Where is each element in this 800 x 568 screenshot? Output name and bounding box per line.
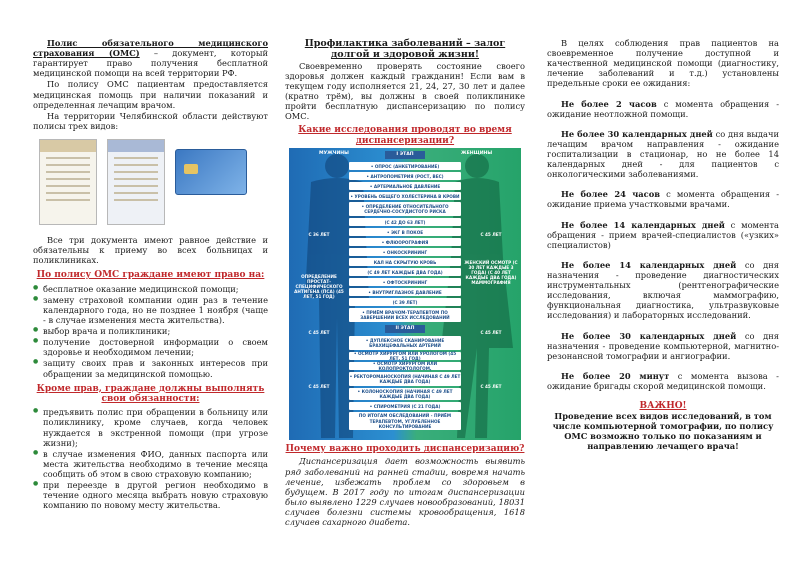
temporary-policy-image (107, 139, 165, 225)
poster-item: • АРТЕРИАЛЬНОЕ ДАВЛЕНИЕ (349, 182, 461, 190)
important-heading: ВАЖНО! (639, 401, 687, 412)
paper-policy-image (39, 139, 97, 225)
waiting-item (547, 371, 779, 391)
poster-item: ПО ИТОГАМ ОБСЛЕДОВАНИЙ - ПРИЁМ ТЕРАПЕВТОМ, УГЛУБЛЕННОЕ КОНСУЛЬТИРОВАНИЕ (349, 412, 461, 430)
waiting-item-text: с момента обращения - прием врачей-специалистов («узких» специалистов) (547, 219, 779, 250)
waiting-item-limit: Не более 24 часов (561, 189, 661, 200)
waiting-item (547, 260, 779, 321)
poster-item: • ФЛЮОРОГРАФИЯ (349, 238, 461, 246)
poster-side-label: С 36 ЛЕТ (308, 232, 330, 238)
poster-side-label: С 45 ЛЕТ (480, 232, 502, 238)
waiting-item-limit: Не более 14 календарных дней (561, 259, 737, 270)
women-label: ЖЕНЩИНЫ (461, 151, 493, 157)
oms-intro-text: – документ, который гарантирует право получения бесплатной медицинской помощи на всей территории РФ. (33, 48, 268, 79)
list-item: ● выбор врача и поликлиники; (33, 326, 268, 336)
poster-item: • ОПРОС (АНКЕТИРОВАНИЕ) (349, 162, 461, 170)
waiting-intro: В целях соблюдения прав пациентов на своевременное получение доступной и качественной медицинской помощи (диагностику, лечение заболеваний и т.д.) установлены предельные сроки ее ожидания: (547, 38, 779, 89)
poster-item: • АНТРОПОМЕТРИЯ (РОСТ, ВЕС) (349, 172, 461, 180)
duties-heading: Кроме прав, граждане должны выполнять свои обязанности: (36, 383, 265, 404)
rights-heading: По полису ОМС граждане имеют право на: (36, 270, 265, 281)
waiting-item-text: со дня назначения - проведение компьютерной, магнитно-резонансной томографии и ангиографии. (547, 330, 779, 361)
poster-title: Какие исследования проводят во время диспансеризации? (298, 125, 512, 146)
poster-item: • ОСМОТР ХИРУРГОМ ИЛИ УРОЛОГОМ (45 ЛЕТ, 51 ГОД) (349, 352, 461, 360)
oms-title: Полис обязательного медицинского страхования (ОМС) (33, 38, 268, 59)
waiting-item (547, 220, 779, 250)
dispensary-poster (289, 148, 521, 440)
poster-item: (С 39 ЛЕТ) (349, 298, 461, 306)
column-oms-policy (33, 38, 268, 511)
poster-item: • ПРИЁМ ВРАЧОМ-ТЕРАПЕВТОМ ПО ЗАВЕРШЕНИИ ВСЕХ ИССЛЕДОВАНИЙ (349, 308, 461, 322)
waiting-item-text: с момента вызова - ожидание бригады скорой медицинской помощи. (547, 370, 779, 391)
waiting-item-limit: Не более 30 календарных дней (561, 330, 737, 341)
waiting-item (547, 99, 779, 119)
poster-item: (С 49 ЛЕТ КАЖДЫЕ ДВА ГОДА) (349, 268, 461, 276)
column-prevention (285, 38, 525, 528)
oms-intro (33, 38, 268, 78)
poster-item: • ОСМОТР ХИРУРГОМ ИЛИ КОЛОПРОКТОЛОГОМ, (349, 362, 461, 370)
waiting-item-text: со дня назначения - проведение диагностических инструментальных (рентгенографические исследования, включая маммографию, функциональная диагностика, ультразвуковые исследования) и лабораторных исследований. (547, 259, 779, 321)
poster-side-label: С 45 ЛЕТ (480, 384, 502, 390)
oms-paragraph-4: Все три документа имеют равное действие и обязательны к приему во всех больницах и поликлиниках. (33, 234, 268, 266)
rights-list (33, 284, 268, 379)
poster-item: • ВНУТРИГЛАЗНОЕ ДАВЛЕНИЕ (349, 288, 461, 296)
poster-side-label: ОПРЕДЕЛЕНИЕ ПРОСТАТ-СПЕЦИФИЧЕСКОГО АНТИГЕНА (ПСА) (45 ЛЕТ, 51 ГОД) (294, 274, 344, 300)
waiting-item-text: с момента обращения - ожидание неотложной помощи. (547, 98, 779, 119)
poster-side-label: С 45 ЛЕТ (480, 330, 502, 336)
waiting-item-limit: Не более 30 календарных дней (561, 128, 713, 139)
men-label: МУЖЧИНЫ (319, 151, 349, 157)
plastic-card-policy-image (175, 149, 247, 195)
waiting-item-text: с момента обращения - ожидание приема участковыми врачами. (547, 189, 780, 210)
important-note: Проведение всех видов исследований, в том числе компьютерной томографии, по полису ОМС возможно только по показаниям и направлению лечащего врача! (552, 411, 774, 451)
list-item: ● при переезде в другой регион необходимо в течение одного месяца выбрать новую страховую компанию по новому месту жительства. (33, 480, 268, 510)
waiting-item-limit: Не более 2 часов (561, 98, 657, 109)
poster-item: • ЭКГ В ПОКОЕ (349, 228, 461, 236)
list-item: ● защиту своих прав и законных интересов при обращении за медицинской помощью. (33, 358, 268, 378)
why-text: Диспансеризация дает возможность выявить ряд заболеваний на ранней стадии, вовремя начать лечение, избежать проблем со здоровьем в будущем. В 2017 году по итогам диспансеризации было выявлено 1229 случаев новообразований, 18031 случаев болезни системы кровообращения, 1618 случаев сахарного диабета. (285, 456, 525, 528)
list-item: ● в случае изменения ФИО, данных паспорта или места жительства необходимо в течение месяца сообщить об этом в свою страховую компанию; (33, 449, 268, 479)
column-waiting-times (547, 38, 779, 452)
poster-item: КАЛ НА СКРЫТУЮ КРОВЬ (349, 258, 461, 266)
waiting-item-limit: Не более 14 календарных дней (561, 219, 725, 230)
poster-item: • КОЛОНОСКОПИЯ (НАЧИНАЯ С 49 ЛЕТ КАЖДЫЕ ДВА ГОДА) (349, 388, 461, 400)
poster-item: • УРОВЕНЬ ОБЩЕГО ХОЛЕСТЕРИНА В КРОВИ (350, 193, 460, 199)
waiting-item-text: со дня выдачи лечащим врачом направления - ожидание госпитализации в стационар, но не более 14 календарных дней - для пациентов с онкологическими заболеваниями. (547, 128, 779, 180)
poster-side-label: С 45 ЛЕТ (308, 330, 330, 336)
stage-1-label: I ЭТАП (385, 151, 425, 159)
waiting-item (547, 331, 779, 361)
poster-item: • СПИРОМЕТРИЯ (С 21 ГОДА) (349, 402, 461, 410)
poster-item: • ДУПЛЕКСНОЕ СКАНИРОВАНИЕ БРАХИЦЕФАЛЬНЫХ АРТЕРИЙ (349, 336, 461, 350)
prevention-title: Профилактика заболеваний – залог долгой и здоровой жизни! (304, 38, 506, 61)
poster-item: • ОНКОСКРИНИНГ (349, 248, 461, 256)
policy-types-images (39, 139, 268, 227)
why-heading: Почему важно проходить диспансеризацию? (285, 444, 525, 455)
poster-side-label: ЖЕНСКИЙ ОСМОТР (С 30 ЛЕТ КАЖДЫЕ 3 ГОДА) (С 40 ЛЕТ КАЖДЫЕ ДВА ГОДА) МАММОГРАФИЯ (464, 260, 518, 286)
poster-side-label: С 45 ЛЕТ (308, 384, 330, 390)
prevention-intro: Своевременно проверять состояние своего здоровья должен каждый гражданин! Если вам в текущем году исполняется 21, 24, 27, 30 лет и далее (кратно трём), вы должны в своей поликлинике пройти бесплатную диспансеризацию по полису ОМС. (285, 60, 525, 122)
list-item: ● получение достоверной информации о своем здоровье и необходимом лечении; (33, 337, 268, 357)
duties-list (33, 407, 268, 510)
oms-paragraph-3: На территории Челябинской области действуют полисы трех видов: (33, 110, 268, 131)
waiting-item-limit: Не более 20 минут (561, 370, 670, 381)
list-item: ● замену страховой компании один раз в течение календарного года, но не позднее 1 ноября (чаще - в случае изменения места жительства). (33, 295, 268, 325)
oms-paragraph-2: По полису ОМС пациентам предоставляется медицинская помощь при наличии показаний и определенная лечащим врачом. (33, 79, 268, 110)
stage-2-label: II ЭТАП (385, 325, 425, 333)
waiting-item (547, 189, 779, 209)
poster-item: (С 42 ДО 63 ЛЕТ) (349, 218, 461, 226)
poster-item: • ОПРЕДЕЛЕНИЕ ОТНОСИТЕЛЬНОГО СЕРДЕЧНО-СОСУДИСТОГО РИСКА (349, 202, 461, 216)
list-item: ● предъявить полис при обращении в больницу или поликлинику, кроме случаев, когда человек нуждается в экстренной помощи (при угрозе жизни); (33, 407, 268, 447)
waiting-item (547, 129, 779, 180)
list-item: ● бесплатное оказание медицинской помощи; (33, 284, 268, 294)
poster-item: • РЕКТОРОМАНОСКОПИЯ (НАЧИНАЯ С 49 ЛЕТ КАЖДЫЕ ДВА ГОДА) (349, 374, 461, 385)
poster-item: • ОФТОСКРИНИНГ (349, 278, 461, 286)
